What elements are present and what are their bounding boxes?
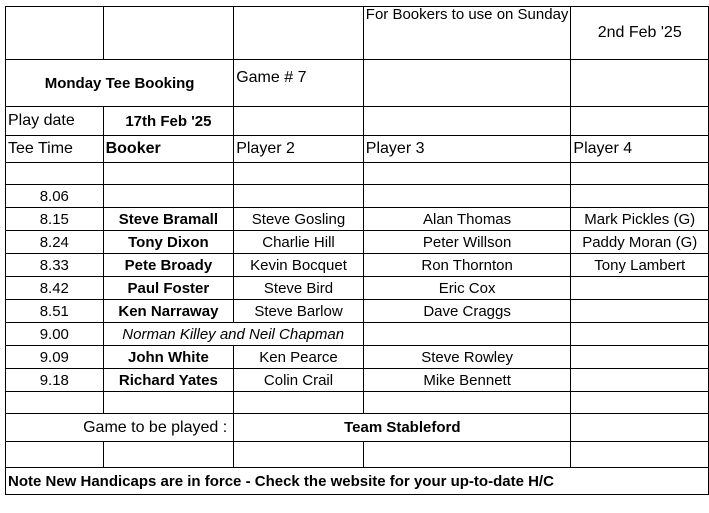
spacer-row [6, 163, 709, 185]
booker-cell: Paul Foster [103, 277, 234, 300]
booker-cell: Tony Dixon [103, 231, 234, 254]
player-2-cell: Steve Bird [234, 277, 364, 300]
player-2-cell: Charlie Hill [234, 231, 364, 254]
title-row [6, 60, 709, 107]
booker-cell: Ken Narraway [103, 300, 234, 323]
table-row [6, 208, 709, 231]
spacer-row [6, 442, 709, 468]
player-4-cell [571, 277, 709, 300]
booker-cell: John White [103, 346, 234, 369]
player-4-cell [571, 300, 709, 323]
tee-booking-sheet [5, 6, 709, 495]
game-label: Game to be played : [6, 414, 234, 442]
spacer-row [6, 392, 709, 414]
tee-time: 8.42 [6, 277, 104, 300]
tee-time: 8.06 [6, 185, 104, 208]
booker-cell: Steve Bramall [103, 208, 234, 231]
player-3-cell: Eric Cox [363, 277, 571, 300]
player-2-cell: Steve Barlow [234, 300, 364, 323]
table-row [6, 369, 709, 392]
player-3-cell: Steve Rowley [363, 346, 571, 369]
empty-cell [571, 60, 709, 107]
bookers-label: For Bookers to use on Sunday [363, 7, 571, 60]
player-2-cell: Kevin Bocquet [234, 254, 364, 277]
player-3-cell: Mike Bennett [363, 369, 571, 392]
player-2-cell: Steve Gosling [234, 208, 364, 231]
footer-row [6, 468, 709, 495]
player-4-cell [571, 369, 709, 392]
column-header-player-4: Player 4 [571, 136, 709, 163]
player-3-cell: Dave Craggs [363, 300, 571, 323]
player-2-cell: Colin Crail [234, 369, 364, 392]
booker-cell: Richard Yates [103, 369, 234, 392]
player-3-cell [363, 185, 571, 208]
tee-time: 9.00 [6, 323, 104, 346]
tee-time: 9.09 [6, 346, 104, 369]
game-row [6, 414, 709, 442]
page-title: Monday Tee Booking [6, 60, 234, 107]
table-row [6, 300, 709, 323]
handicap-note: Note New Handicaps are in force - Check the website for your up-to-date H/C [6, 468, 709, 495]
play-date-value: 17th Feb '25 [103, 107, 234, 136]
tee-time: 9.18 [6, 369, 104, 392]
column-header-booker: Booker [103, 136, 234, 163]
tee-time: 8.15 [6, 208, 104, 231]
booker-cell [103, 185, 234, 208]
column-header-tee-time: Tee Time [6, 136, 104, 163]
player-4-cell [571, 185, 709, 208]
table-row [6, 323, 709, 346]
empty-cell [234, 107, 364, 136]
player-3-cell: Peter Willson [363, 231, 571, 254]
table-row [6, 346, 709, 369]
player-4-cell: Tony Lambert [571, 254, 709, 277]
booking-grid [5, 6, 709, 495]
empty-cell [363, 60, 571, 107]
empty-cell [103, 7, 234, 60]
header-row-top [6, 7, 709, 60]
play-date-row [6, 107, 709, 136]
tee-time: 8.51 [6, 300, 104, 323]
player-3-cell: Alan Thomas [363, 208, 571, 231]
game-number: Game # 7 [234, 60, 364, 107]
bookers-date: 2nd Feb '25 [571, 7, 709, 60]
tee-time: 8.33 [6, 254, 104, 277]
booker-cell: Pete Broady [103, 254, 234, 277]
table-row [6, 277, 709, 300]
player-2-cell: Ken Pearce [234, 346, 364, 369]
column-header-player-3: Player 3 [363, 136, 571, 163]
booking-note: Norman Killey and Neil Chapman [103, 323, 363, 346]
column-header-row [6, 136, 709, 163]
play-date-label: Play date [6, 107, 104, 136]
empty-cell [571, 414, 709, 442]
empty-cell [6, 7, 104, 60]
player-3-cell [363, 323, 571, 346]
column-header-player-2: Player 2 [234, 136, 364, 163]
empty-cell [363, 107, 571, 136]
game-format: Team Stableford [234, 414, 571, 442]
player-2-cell [234, 185, 364, 208]
player-3-cell: Ron Thornton [363, 254, 571, 277]
empty-cell [234, 7, 364, 60]
player-4-cell [571, 323, 709, 346]
player-4-cell [571, 346, 709, 369]
table-row [6, 231, 709, 254]
player-4-cell: Mark Pickles (G) [571, 208, 709, 231]
table-row [6, 254, 709, 277]
player-4-cell: Paddy Moran (G) [571, 231, 709, 254]
tee-time: 8.24 [6, 231, 104, 254]
empty-cell [571, 107, 709, 136]
table-row [6, 185, 709, 208]
